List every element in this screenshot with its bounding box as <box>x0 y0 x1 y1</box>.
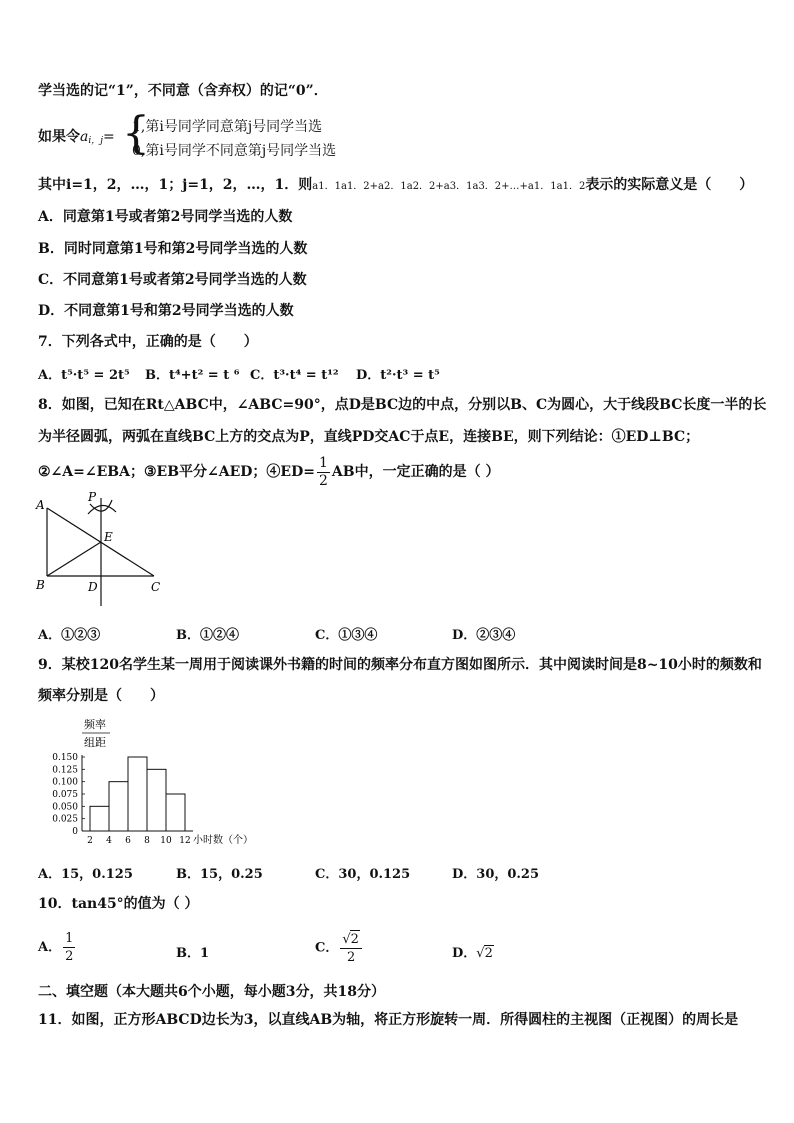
x-tick-label: 12 <box>179 836 191 846</box>
label-p: P <box>88 490 97 504</box>
q6-expression: a1．1a1．2+a2．1a2．2+a3．1a3．2+…+a1．1a1．2 <box>312 181 586 192</box>
q8-line-3 <box>38 454 499 490</box>
q10-c-radicand: 2 <box>350 932 359 947</box>
def-sub: i，j <box>88 136 104 146</box>
section-2-heading: 二、填空题（本大题共6个小题，每小题3分，共18分） <box>38 984 385 1000</box>
y-tick-label: 0 <box>72 827 78 837</box>
q10-c-num: √2 <box>340 930 362 949</box>
frequency-histogram <box>36 712 266 852</box>
q9-option-d: D．30，0.25 <box>452 867 540 882</box>
q10-option-d <box>452 942 494 961</box>
q8-option-a: A．①②③ <box>38 628 101 643</box>
x-axis-label: 小时数（个） <box>193 835 253 846</box>
q6-tail: 表示的实际意义是（ ） <box>585 177 754 193</box>
q8-option-b: B．①②④ <box>176 628 239 643</box>
def-var: a <box>80 129 89 145</box>
label-a: A <box>36 498 45 512</box>
q10-c-label: C． <box>315 940 339 956</box>
q10-a-frac <box>63 930 75 965</box>
label-c: C <box>151 580 161 594</box>
q10-d-root: √2 <box>476 946 493 961</box>
q8-line-3a: ②∠A=∠EBA；③EB平分∠AED；④ED= <box>38 464 315 480</box>
q10-d-label: D． <box>452 946 477 961</box>
label-b: B <box>36 578 45 592</box>
triangle-diagram <box>30 488 170 608</box>
q10-d-radicand: 2 <box>484 946 493 961</box>
question-6-stem <box>38 176 753 196</box>
x-tick-label: 4 <box>106 836 112 846</box>
case-brace: { <box>122 108 150 159</box>
definition-prefix <box>38 128 115 150</box>
histogram-bar <box>147 769 166 831</box>
y-tick-label: 0.125 <box>52 765 78 776</box>
q10-stem: 10．tan45°的值为（ ） <box>38 896 199 912</box>
y-label-bottom: 组距 <box>84 736 106 749</box>
q9-option-b: B．15，0.25 <box>176 867 263 882</box>
q9-line-1: 9．某校120名学生某一周用于阅读课外书籍的时间的频率分布直方图如图所示．其中阅读时间是8~10小时的频数和 <box>38 657 762 673</box>
q7-option-c: C．t³·t⁴ = t¹² <box>250 368 339 383</box>
x-tick-label: 6 <box>125 836 131 846</box>
q11-stem: 11．如图，正方形ABCD边长为3，以直线AB为轴，将正方形旋转一周．所得圆柱的主视图（正视图）的周长是 <box>38 1012 739 1028</box>
case-2: 0,第i号同学不同意第j号同学当选 <box>132 143 337 159</box>
label-e: E <box>104 530 113 544</box>
q10-a-label: A． <box>38 940 62 955</box>
def-eq: = <box>103 129 115 145</box>
y-tick-label: 0.075 <box>52 790 78 800</box>
q10-option-a <box>38 930 77 965</box>
histogram-bar <box>128 757 147 831</box>
segment-be <box>47 542 101 576</box>
q9-option-a: A．15，0.125 <box>38 867 133 882</box>
q7-option-d: D．t²·t³ = t⁵ <box>356 368 440 383</box>
q9-option-c: C．30，0.125 <box>315 867 411 882</box>
x-tick-label: 8 <box>144 836 150 846</box>
x-tick-label: 10 <box>160 836 172 846</box>
histogram-bar <box>166 794 185 831</box>
q10-option-b: B．1 <box>176 946 210 961</box>
q6-option-b: B．同时同意第1号和第2号同学当选的人数 <box>38 241 308 257</box>
q8-frac-num: 1 <box>318 454 328 471</box>
q10-c-frac <box>340 930 362 966</box>
q8-fraction <box>317 455 330 490</box>
histogram-bar <box>90 806 109 831</box>
y-tick-label: 0.100 <box>52 777 78 788</box>
label-d: D <box>88 580 98 594</box>
q7-option-b: B．t⁴+t² = t ⁶ <box>145 368 240 383</box>
q8-line-3b: AB中，一定正确的是（ ） <box>331 464 500 480</box>
q10-option-c <box>315 930 364 966</box>
y-tick-label: 0.150 <box>52 753 78 763</box>
q8-line-2: 为半径圆弧，两弧在直线BC上方的交点为P，直线PD交AC于点E，连接BE，则下列结论：①ED⊥BC； <box>38 429 700 445</box>
histogram-bar <box>109 782 128 831</box>
def-prefix-text: 如果令 <box>38 129 80 145</box>
q8-line-1: 8．如图，已知在Rt△ABC中，∠ABC=90°，点D是BC边的中点，分别以B、C为圆心，大于线段BC长度一半的长 <box>38 397 767 413</box>
q10-a-num: 1 <box>65 931 74 946</box>
q7-option-a: A．t⁵·t⁵ = 2t⁵ <box>38 368 130 383</box>
q6-lead: 其中i=1，2，…，1；j=1，2，…，1．则 <box>38 177 313 193</box>
q8-option-d: D．②③④ <box>452 628 516 643</box>
case-1: 1,第i号同学同意第j号同学当选 <box>132 119 323 135</box>
x-tick-label: 2 <box>87 836 93 846</box>
q10-c-den: 2 <box>347 950 356 965</box>
intro-line: 学当选的记“1”，不同意（含弃权）的记“0”． <box>38 83 328 99</box>
q10-a-den: 2 <box>65 949 74 964</box>
y-tick-label: 0.050 <box>52 802 78 813</box>
y-tick-label: 0.025 <box>52 814 78 825</box>
q9-line-2: 频率分别是（ ） <box>38 688 164 704</box>
q6-option-d: D．不同意第1号和第2号同学当选的人数 <box>38 303 294 319</box>
q8-option-c: C．①③④ <box>315 628 378 643</box>
q7-stem: 7．下列各式中，正确的是（ ） <box>38 334 258 350</box>
q8-frac-den: 2 <box>318 472 328 489</box>
y-label-top: 频率 <box>84 718 106 731</box>
q6-option-c: C．不同意第1号或者第2号同学当选的人数 <box>38 272 307 288</box>
q6-option-a: A．同意第1号或者第2号同学当选的人数 <box>38 209 293 225</box>
